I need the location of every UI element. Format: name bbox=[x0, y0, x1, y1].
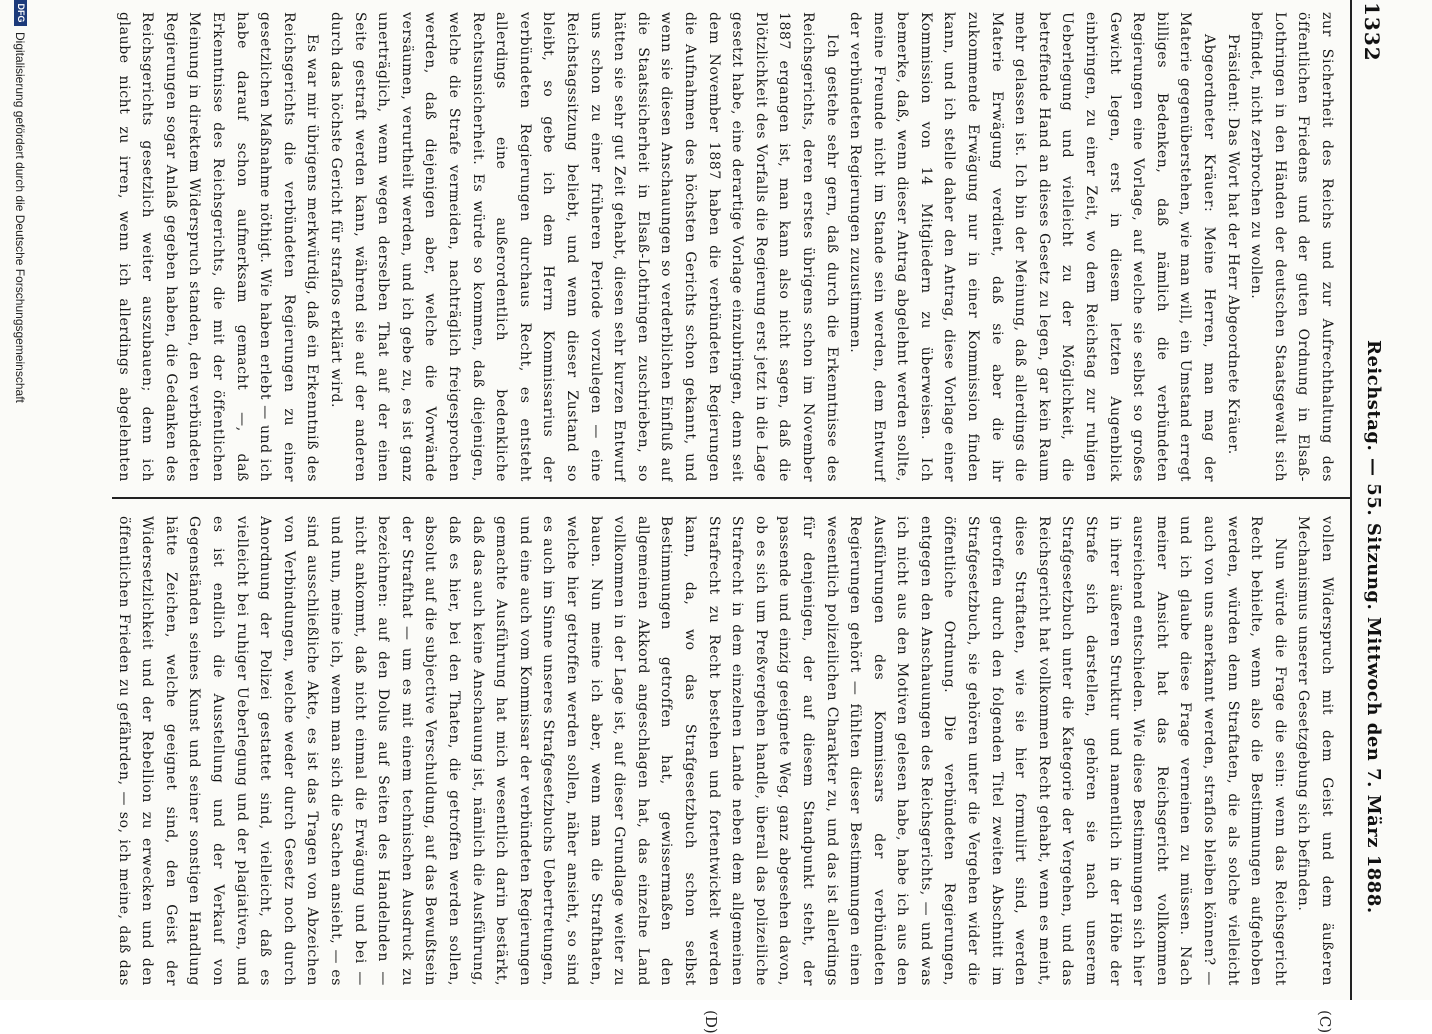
left-text-column bbox=[116, 12, 1338, 482]
page-title: Reichstag. — 55. Sitzung. Mittwoch den 7. März 1888. bbox=[1363, 340, 1384, 914]
paragraph: Abgeordneter Kräuer: Meine Herren, man mag der Materie gegenüberstehen, wie man will, ein Umstand erregt billiges Bedenken, daß nämlich die verbündeten Regierungen eine Vorlage, auf welche sie selbst so großes Gewicht legen, erst in diesem letzten Augenblick einbringen, zu einer Zeit, wo dem Reichstag zur ruhigen Ueberlegung und vielleicht zu der Möglichkeit, die betreffende Hand an dieses Gesetz zu legen, gar kein Raum mehr gelassen ist. Ich bin der Meinung, daß allerdings die Materie Erwägung verdient, daß sie aber die ihr zukommende Erwägung nur in einer Kommission finden kann, und ich stelle daher den Antrag, diese Vorlage einer Kommission von 14 Mitgliedern zu überweisen. Ich bemerke, daß, wenn dieser Antrag abgelehnt werden sollte, meine Freunde nicht im Stande sein werden, dem Entwurf der verbündeten Regierungen zuzustimmen. bbox=[847, 12, 1218, 482]
column-divider bbox=[112, 497, 1352, 499]
paragraph: Es war mir übrigens merkwürdig, daß ein Erkenntniß des Reichsgerichts die verbündeten Regierungen zu einer gesetzlichen Maßnahme nöthigt. Wie haben erlebt — und ich habe darauf schon aufmerksam gemacht —, daß Erkenntnisse des Reichsgerichts, die mit der öffentlichen Meinung in direktem Widerspruch standen, den verbündeten Regierungen sogar Anlaß gegeben haben, die Gedanken des Reichsgerichts gesetzlich weiter auszubauen; denn ich glaube nicht zu irren, wenn ich allerdings abgelehnten bbox=[116, 12, 321, 482]
dfg-logo: DFG bbox=[14, 0, 27, 26]
margin-marker-d: (D) bbox=[702, 1010, 720, 1034]
page-header bbox=[1360, 0, 1384, 1000]
right-text-column bbox=[116, 516, 1338, 986]
header-rule bbox=[1350, 0, 1352, 1000]
paragraph: zur Sicherheit des Reichs und zur Aufrechthaltung des öffentlichen Friedens und der guten Ordnung in Elsaß-Lothringen in den Händen der deutschen Staatsgewalt sich befindet, nicht zerbrochen zu wollen. bbox=[1248, 12, 1335, 482]
paragraph: Nun würde die Frage die sein: wenn das Reichsgericht Recht behielte, wenn also die Bestimmungen aufgehoben werden, würden denn Straftaten, die als solche vielleicht auch von uns anerkannt werden, straflos bleiben können? — und ich glaube diese Frage verneinen zu müssen. Nach meiner Ansicht hat das Reichsgericht vollkommen ausreichend entschieden. Wie diese Bestimmungen sich hier in ihrer äußeren Struktur und namentlich in der Höhe der Strafe sich darstellen, gehören sie nach unserem Strafgesetzbuch unter die Kategorie der Vergehen, und das Reichsgericht hat vollkommen Recht gehabt, wenn es meint, diese Straftaten, wie sie hier formulirt sind, werden getroffen durch den folgenden Titel zweiten Abschnitt im Strafgesetzbuch, sie gehören unter die Vergehen wider die öffentliche Ordnung. Die verbündeten Regierungen, entgegen den Anschauungen des Reichsgerichts, — und was ich nicht aus den Motiven gelesen habe, habe ich aus den Ausführungen des Kommissars der verbündeten Regierungen gehört — fühlten dieser Bestimmungen einen wesentlich polizeilichen Charakter zu, und das ist allerdings für denjenigen, der auf diesem Standpunkt steht, der passende und einzig geeignete Weg, ganz abgesehen davon, ob es sich um Preßvergehen handle, überall das polizeiliche Strafrecht in dem einzelnen Lande neben dem allgemeinen Strafrecht zu Recht bestehen und fortentwickelt werden kann, da, wo das Strafgesetzbuch schon selbst Bestimmungen getroffen hat, gewissermaßen den allgemeinen Akkord angeschlagen hat, das einzelne Land vollkommen in der Lage ist, auf dieser Grundlage weiter zu bauen. Nun meine ich aber, wenn man die Strafthaten, welche hier getroffen werden sollen, näher ansieht, so sind es auch im Sinne unseres Strafgesetzbuchs Uebertretungen, und eine auch vom Kommissar der verbündeten Regierungen gemachte Ausführung hat mich wesentlich darin bestärkt, daß das auch keine Anschauung ist, nämlich die Ausführung, daß es hier, bei den Thaten, die getroffen werden sollen, absolut auf die subjective Verschuldung, auf das Bewußtsein der Strafthat — um es mit einem technischen Ausdruck zu bezeichnen: auf den Dolus auf Seiten des Handelnden — nicht ankommt, daß nicht einmal die Erwägung und bei — und nun, meine ich, wenn man sich die Sachen ansieht, — es sind ausschließliche Akte, es ist das Tragen von Abzeichen von Verbindungen, welche weder durch Gesetz noch durch Anordnung der Polizei gestattet sind, vielleicht, daß es vielleicht bei ruhiger Ueberlegung und der plagiativen, und es ist endlich die Ausstellung und der Verkauf von Gegenständen seines Kunst und seiner sonstigen Handlung hätte Zeichen, welche geeignet sind, den Geist der Widersetzlichkeit und der Rebellion zu erwecken und den öffentlichen Frieden zu gefährden, — so, ich meine, daß das bbox=[116, 516, 1288, 986]
margin-marker-c: (C) bbox=[1316, 1010, 1334, 1034]
page-number: 1332 bbox=[1360, 2, 1384, 62]
paragraph: Präsident: Das Wort hat der Herr Abgeordnete Kräuer. bbox=[1224, 34, 1241, 455]
paragraph: Ich gestehe sehr gern, daß durch die Erkenntnisse des Reichsgerichts, deren erstes übrigens schon im November 1887 ergangen ist, man kann also nicht sagen, daß die Plötzlichkeit des Vorfalls die Regierung erst jetzt in die Lage gesetzt habe, eine derartige Vorlage einzubringen, denn seit dem November 1887 haben die verbündeten Regierungen die Aufnahmen des höchsten Gerichts schon gekannt, und wenn sie diesen Anschauungen so verderblichen Einfluß auf die Staatssicherheit in Elsaß-Lothringen zuschrieben, so hätten sie sehr gut Zeit gehabt, diesen sehr kurzen Entwurf uns schon zu einer früheren Periode vorzulegen — eine Reichstagssitzung beliebt, und wenn dieser Zustand so bleibt, so gebe ich dem Herrn Kommissarius der verbündeten Regierungen durchaus Recht, es entsteht allerdings eine außerordentlich bedenkliche Rechtsunsicherheit. Es würde so kommen, daß diejenigen, welche die Strafe vermeiden, nachträglich freigesprochen werden, daß diejenigen aber, welche die Vorwände versäumen, verurtheilt werden, und ich gebe zu, es ist ganz unerträglich, wenn wegen derselben That auf der einen Seite gestraft werden kann, während sie auf der anderen durch das höchste Gericht für straflos erklärt wird. bbox=[328, 12, 840, 482]
paragraph: vollen Widerspruch mit dem Geist und dem äußeren Mechanismus unserer Gesetzgebung sich befinden. bbox=[1295, 516, 1335, 986]
credit-text: Digitalisierung gefördert durch die Deutsche Forschungsgemeinschaft bbox=[13, 32, 28, 403]
digitization-credit bbox=[6, 0, 28, 1000]
